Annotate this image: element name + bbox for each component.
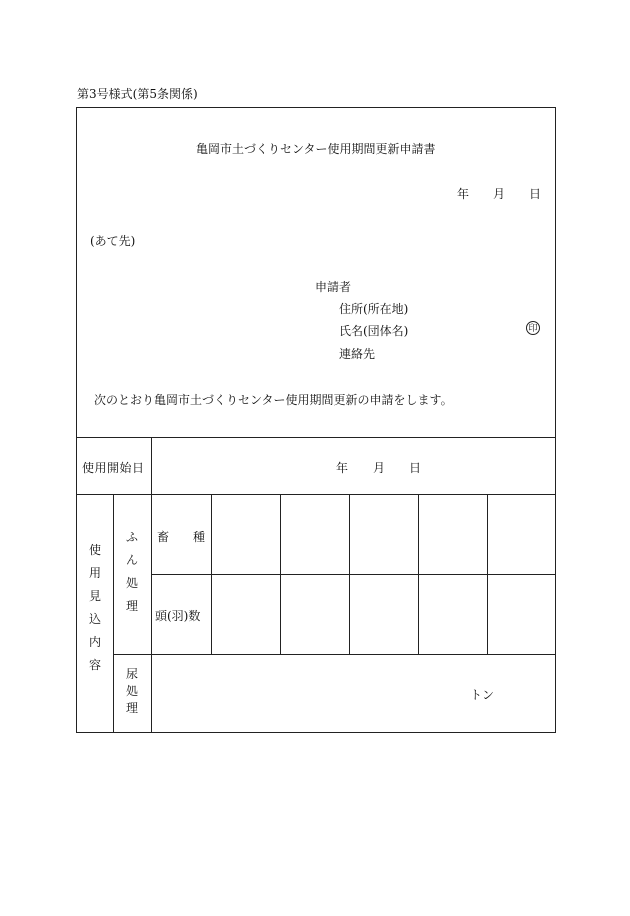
manure-processing-label [125,531,139,612]
applicant-contact-label: 連絡先 [339,347,376,361]
form-title: 亀岡市土づくりセンター使用期間更新申請書 [196,142,436,156]
table-top-rule [76,437,556,438]
vertical-char: ん [125,553,138,567]
usage-content-label [87,544,103,671]
form-number: 第3号様式(第5条関係) [77,87,198,101]
vertical-char: 容 [88,658,101,672]
vertical-char: 用 [88,566,101,580]
vertical-char: 尿 [125,667,138,681]
vertical-char: 処 [125,576,138,590]
applicant-address-label: 住所(所在地) [339,302,409,316]
vertical-char: 込 [88,612,101,626]
table-col-rule [418,494,419,654]
start-date-year-label: 年 [336,461,349,475]
head-count-label: 頭(羽)数 [155,609,201,623]
seal-mark-icon: 印 [526,321,540,335]
applicant-name-label: 氏名(団体名) [339,324,409,338]
urine-processing-label [125,668,139,714]
applicant-label: 申請者 [315,280,352,294]
vertical-char: ふ [125,530,138,544]
addressee: (あて先) [90,234,136,248]
start-date-label: 使用開始日 [82,461,145,475]
date-day-label: 日 [529,187,542,201]
table-col-rule [280,494,281,654]
table-row-rule [113,654,556,655]
table-row-rule [76,494,556,495]
table-col-rule [151,437,152,494]
date-month-label: 月 [493,187,506,201]
table-col-rule [113,494,114,733]
table-col-rule [151,494,152,733]
form-frame [76,107,556,733]
date-year-label: 年 [457,187,470,201]
ton-unit-label: トン [470,688,495,702]
livestock-type-label: 畜 種 [157,530,206,544]
vertical-char: 見 [88,589,101,603]
table-col-rule [211,494,212,654]
vertical-char: 理 [125,701,138,715]
table-col-rule [349,494,350,654]
vertical-char: 内 [88,635,101,649]
start-date-day-label: 日 [409,461,422,475]
table-col-rule [487,494,488,654]
vertical-char: 使 [88,543,101,557]
application-statement: 次のとおり亀岡市土づくりセンター使用期間更新の申請をします。 [94,393,453,407]
vertical-char: 理 [125,599,138,613]
start-date-month-label: 月 [373,461,386,475]
vertical-char: 処 [125,684,138,698]
